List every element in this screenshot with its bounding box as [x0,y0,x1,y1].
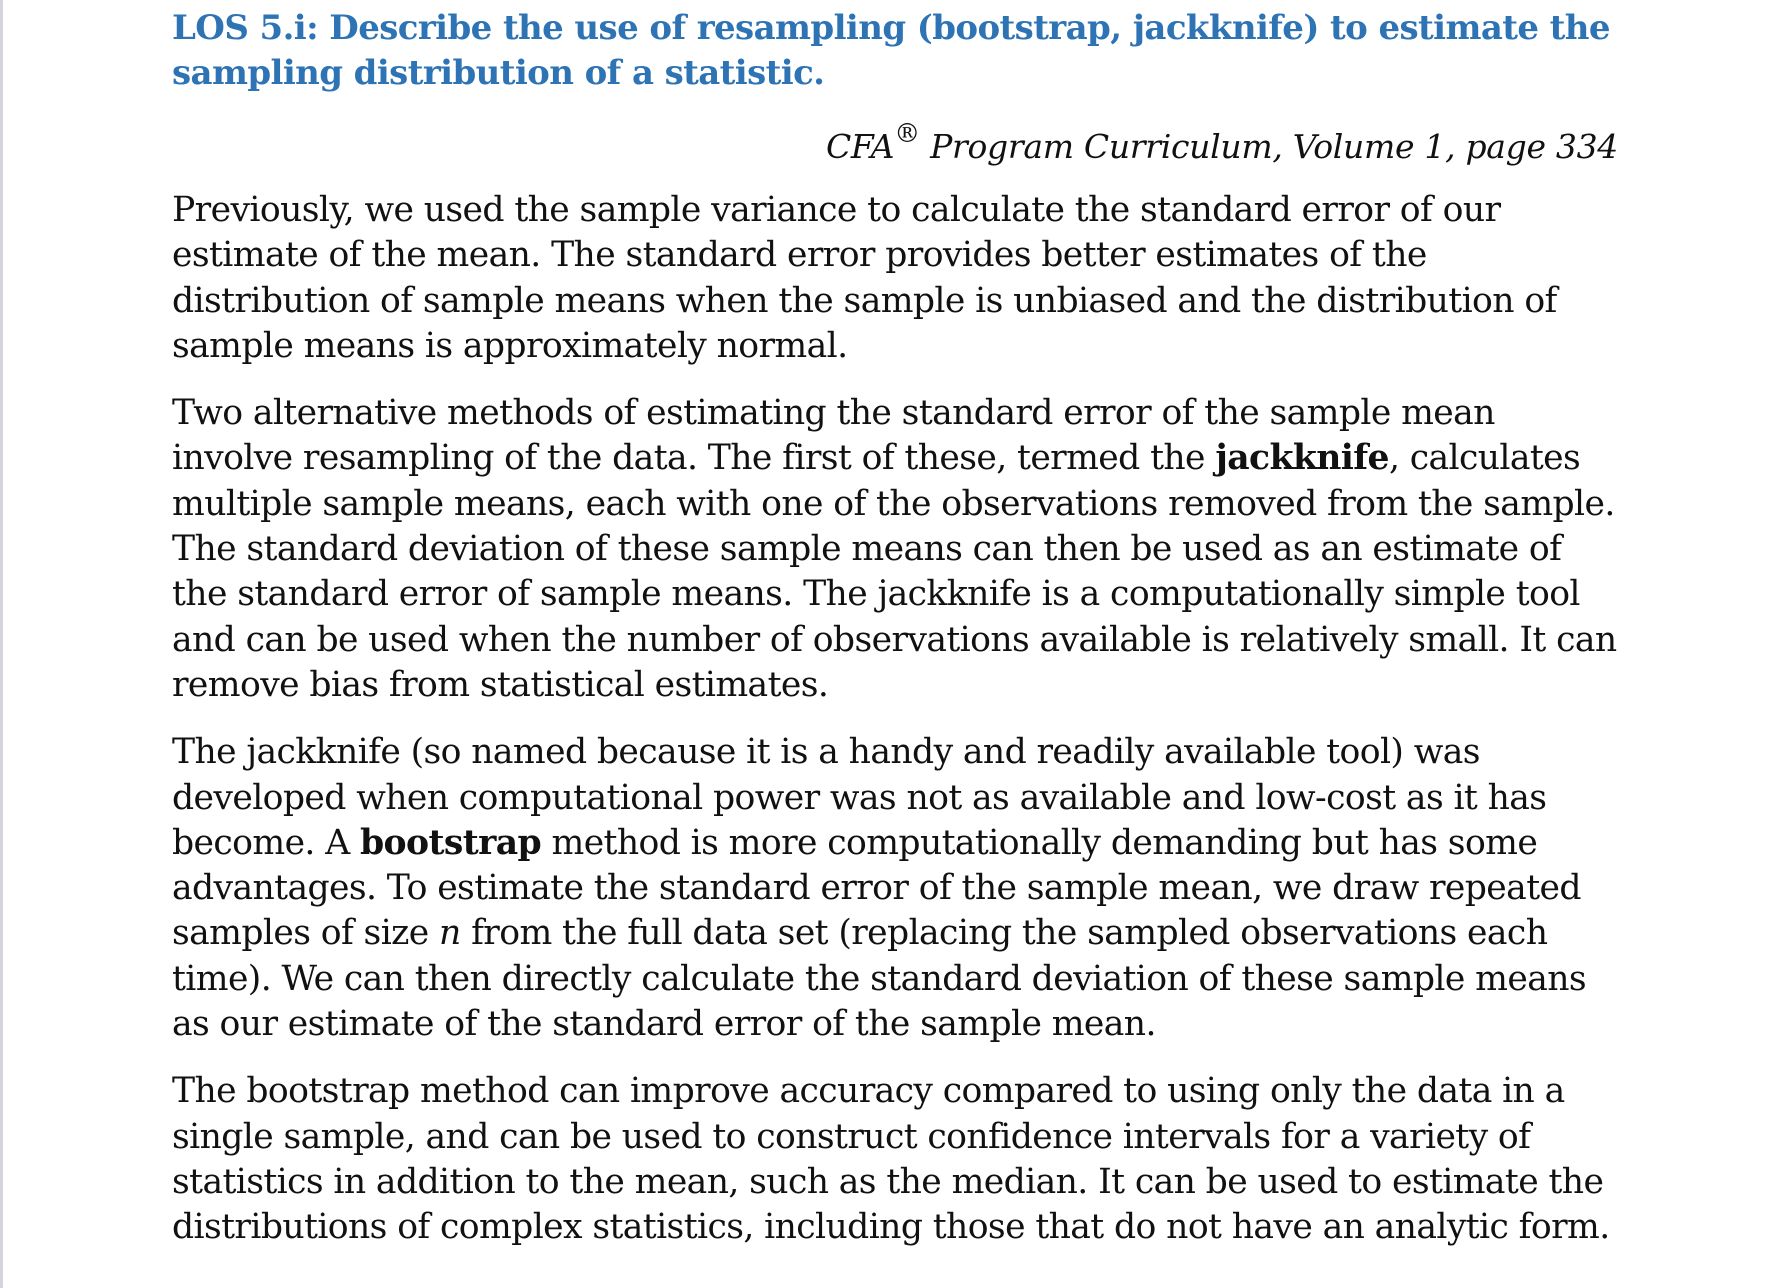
los-heading-line2: sampling distribution of a statistic. [172,53,825,93]
reference-prefix: CFA [825,127,895,166]
page-left-border [0,0,3,1288]
los-heading [172,6,1622,96]
paragraph-bootstrap-advantages: The bootstrap method can improve accuracy compared to using only the data in a single sample, and can be used to construct confidence intervals for a variety of statistics in addition to the mean, such as the median. It can be used to estimate the distributions of complex statistics, including those that do not have an analytic form. [172,1071,1610,1248]
los-heading-line1: LOS 5.i: Describe the use of resampling (bootstrap, jackknife) to estimate the [172,8,1610,48]
paragraph-text: , calculates multiple sample means, each with one of the observations removed from the sample. The standard deviation of these sample means can then be used as an estimate of the standard error of sample means. The jackknife is a computationally simple tool and can be used when the number of observations available is relatively small. It can remove bias from statistical estimates. [172,438,1617,705]
paragraph-bootstrap [172,730,1622,1047]
paragraph-text: The jackknife (so named because it is a handy and readily available tool) was developed when computational power was not as available and low-cost as it has become. A [172,732,1547,863]
term-jackknife: jackknife [1215,438,1389,479]
paragraph-jackknife [172,391,1622,708]
registered-mark: ® [894,119,920,149]
paragraph-standard-error: Previously, we used the sample variance to calculate the standard error of our estimate of the mean. The standard error provides better estimates of the distribution of sample means when the sample is unbiased and the distribution of sample means is approximately normal. [172,190,1557,366]
paragraph-text: method is more computationally demanding but has some advantages. To estimate the standard error of the sample mean, we draw repeated samples of size [172,822,1581,954]
variable-n: n [439,913,461,954]
reference-suffix: Program Curriculum, Volume 1, page 334 [919,127,1618,166]
document-page [172,0,1622,1251]
paragraph-text: from the full data set (replacing the sampled observations each time). We can then directly calculate the standard deviation of these sample means as our estimate of the standard error of the sample mean. [172,913,1587,1045]
term-bootstrap: bootstrap [359,822,542,863]
paragraph-text: Two alternative methods of estimating the standard error of the sample mean involve resampling of the data. The first of these, termed the [172,393,1495,479]
curriculum-reference [172,119,1622,170]
